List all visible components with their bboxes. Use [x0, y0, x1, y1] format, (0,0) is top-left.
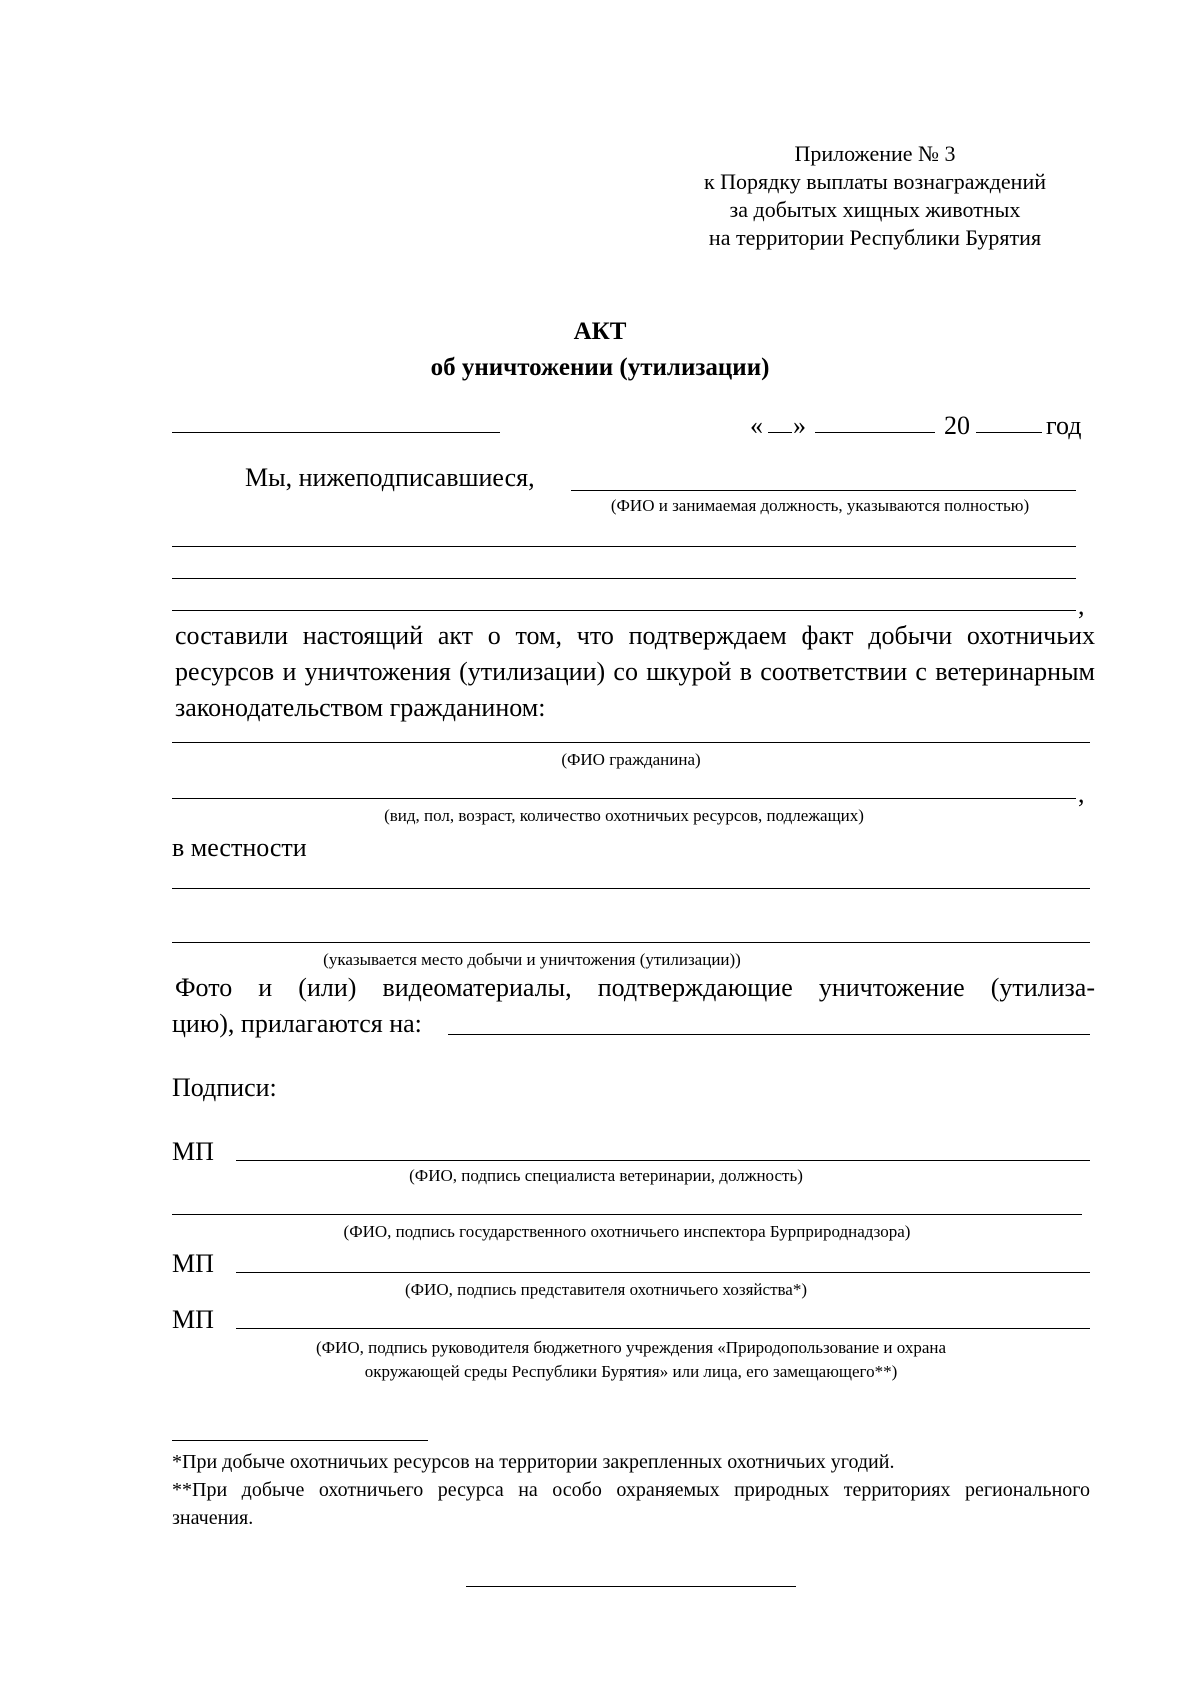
- location-blank-2: [172, 942, 1090, 943]
- signature-director-caption-line-2: окружающей среды Республики Бурятия» или лица, его замещающего**): [364, 1362, 898, 1381]
- resources-caption: (вид, пол, возраст, количество охотничьих ресурсов, подлежащих): [384, 806, 864, 825]
- date-quote-close: »: [793, 411, 806, 440]
- appendix-line-1: Приложение № 3: [794, 141, 956, 166]
- media-line-1: Фото и (или) видеоматериалы, подтверждающие уничтожение (утилиза-: [175, 973, 1095, 1002]
- document-title: АКТ: [573, 318, 627, 345]
- signatories-blank-2: [172, 546, 1076, 547]
- resources-blank: [172, 798, 1076, 799]
- mp-label-director: МП: [172, 1305, 214, 1334]
- location-blank-1: [172, 888, 1090, 889]
- date-month-blank: [815, 432, 935, 433]
- signatories-blank-4: [172, 610, 1076, 611]
- media-blank: [448, 1034, 1090, 1035]
- signature-inspector-blank: [172, 1214, 1082, 1215]
- signatories-comma: ,: [1078, 591, 1085, 620]
- signatories-label: Мы, нижеподписавшиеся,: [245, 463, 535, 492]
- signature-director-caption-line-1: (ФИО, подпись руководителя бюджетного учреждения «Природопользование и охрана: [315, 1338, 947, 1357]
- location-label: в местности: [172, 833, 307, 862]
- signatories-blank-3: [172, 578, 1076, 579]
- mp-label-hunting: МП: [172, 1249, 214, 1278]
- signature-director-caption: [172, 1336, 1090, 1384]
- appendix-line-3: за добытых хищных животных: [729, 197, 1021, 222]
- signature-vet-caption: (ФИО, подпись специалиста ветеринарии, должность): [409, 1166, 803, 1185]
- resources-comma: ,: [1078, 779, 1085, 808]
- signatories-blank: [571, 490, 1076, 491]
- closing-separator: [466, 1586, 796, 1587]
- signature-hunting-blank: [236, 1272, 1090, 1273]
- footnote-1: *При добыче охотничьих ресурсов на территории закрепленных охотничьих угодий.: [172, 1451, 895, 1473]
- citizen-blank: [172, 742, 1090, 743]
- signature-director-blank: [236, 1328, 1090, 1329]
- footnote-2: **При добыче охотничьего ресурса на особо охраняемых природных территориях регионального значения.: [172, 1479, 1090, 1529]
- date-year-word: год: [1046, 411, 1082, 440]
- date-day-blank: [768, 432, 792, 433]
- location-caption: (указывается место добычи и уничтожения (утилизации)): [323, 950, 741, 969]
- citizen-caption: (ФИО гражданина): [561, 750, 701, 769]
- date-quote-open: «: [750, 411, 763, 440]
- date-year-prefix: 20: [944, 411, 970, 440]
- footnote-separator: [172, 1440, 428, 1441]
- signatories-caption: (ФИО и занимаемая должность, указываются полностью): [610, 496, 1030, 515]
- date-year-blank: [976, 432, 1042, 433]
- signatures-heading: Подписи:: [172, 1073, 277, 1102]
- appendix-line-4: на территории Республики Бурятия: [708, 225, 1042, 250]
- signature-vet-blank: [236, 1160, 1090, 1161]
- media-line-2: цию), прилагаются на:: [172, 1009, 422, 1038]
- signature-hunting-caption: (ФИО, подпись представителя охотничьего хозяйства*): [404, 1280, 808, 1299]
- appendix-header: [640, 140, 1110, 252]
- place-blank: [172, 432, 500, 433]
- appendix-line-2: к Порядку выплаты вознаграждений: [703, 169, 1046, 194]
- document-subtitle: об уничтожении (утилизации): [430, 354, 770, 381]
- statement-paragraph: составили настоящий акт о том, что подтверждаем факт добычи охотничьих ресурсов и уничтожения (утилизации) со шкурой в соответствии с ветеринарным законодательством гражданином:: [175, 621, 1095, 722]
- signature-inspector-caption: (ФИО, подпись государственного охотничьего инспектора Бурприроднадзора): [343, 1222, 911, 1241]
- mp-label-vet: МП: [172, 1137, 214, 1166]
